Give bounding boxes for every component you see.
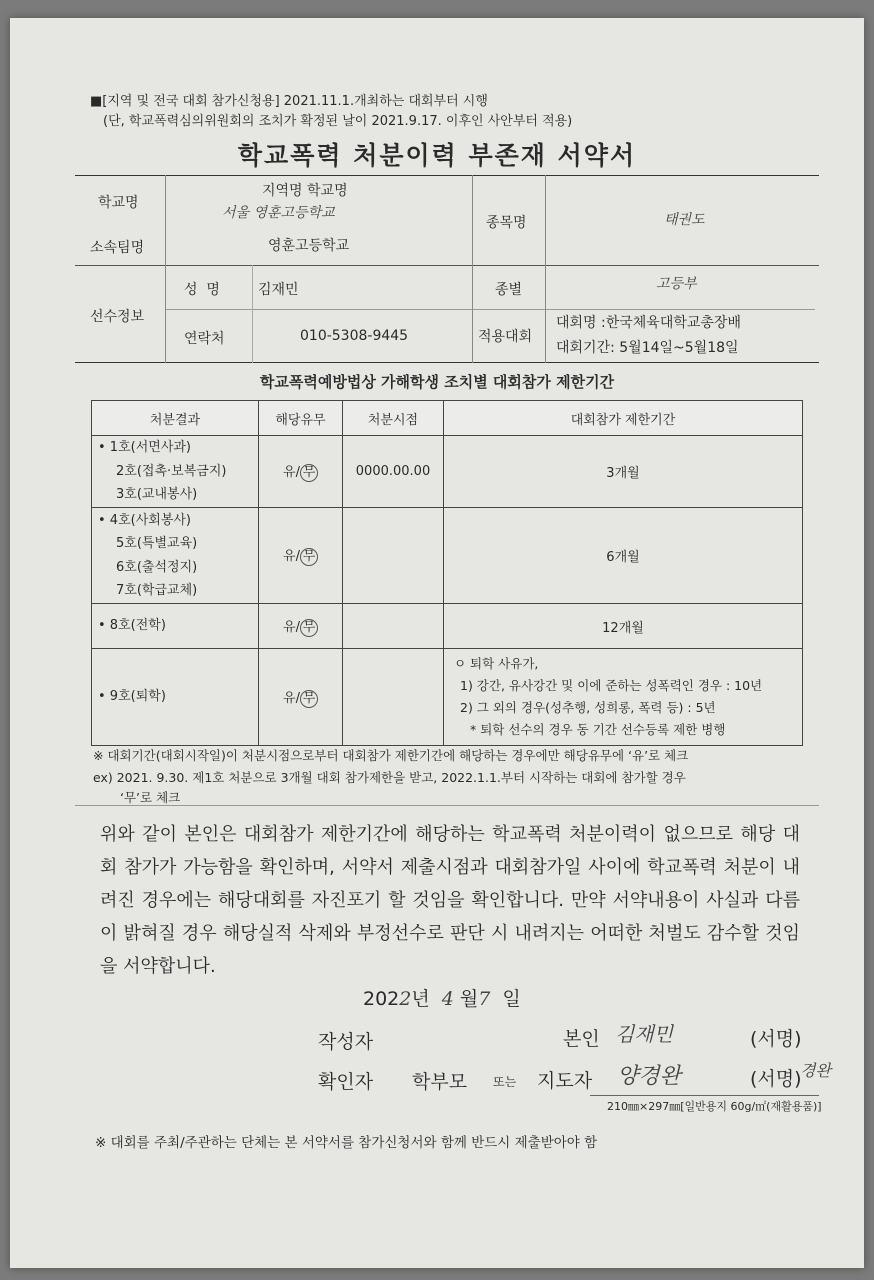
result-item: 5호(특별교육) bbox=[116, 536, 198, 551]
document-title: 학교폭력 처분이력 부존재 서약서 bbox=[237, 141, 637, 170]
limit-cell-expulsion bbox=[444, 649, 803, 746]
result-item: 6호(출석정지) bbox=[116, 559, 198, 575]
date-month-label: 월 bbox=[459, 988, 479, 1010]
table-header-row bbox=[92, 401, 803, 436]
expulsion-line: ㅇ 퇴학 사유가, bbox=[454, 656, 539, 671]
header-applicable: 해당유무 bbox=[259, 401, 343, 436]
self-signature: 김재민 bbox=[615, 1022, 673, 1046]
date-cell bbox=[343, 508, 444, 604]
info-col-divider-3 bbox=[545, 175, 546, 363]
event-label: 종목명 bbox=[486, 215, 527, 231]
expulsion-line: 1) 강간, 유사강간 및 이에 준하는 성폭력인 경우 : 10년 bbox=[460, 678, 763, 693]
result-item: 2호(접촉·보복금지) bbox=[116, 463, 227, 479]
date-day-hand: 7 bbox=[478, 988, 491, 1010]
date-cell bbox=[343, 649, 444, 746]
header-date: 처분시점 bbox=[343, 401, 444, 436]
limit-cell: 12개월 bbox=[444, 604, 803, 649]
table-row bbox=[92, 649, 803, 746]
applicable-yes-no: 유/ bbox=[283, 690, 300, 706]
parent-label: 학부모 bbox=[412, 1071, 468, 1093]
sanction-table bbox=[91, 400, 803, 746]
division-value: 고등부 bbox=[656, 276, 697, 292]
date-cell: 0000.00.00 bbox=[343, 436, 444, 508]
applicable-cell[interactable] bbox=[259, 436, 343, 508]
name-value: 김재민 bbox=[258, 282, 299, 298]
confirm-label: 확인자 bbox=[318, 1071, 374, 1093]
writer-label: 작성자 bbox=[318, 1031, 374, 1053]
table-row bbox=[92, 508, 803, 604]
or-label: 또는 bbox=[493, 1075, 517, 1089]
result-item: • 9호(퇴학) bbox=[98, 689, 166, 705]
info-divider-1 bbox=[75, 265, 819, 266]
competition-label: 적용대회 bbox=[478, 329, 533, 345]
info-divider-2 bbox=[165, 309, 815, 310]
expulsion-line: * 퇴학 선수의 경우 동 기간 선수등록 제한 병행 bbox=[470, 722, 726, 737]
notes-divider bbox=[75, 805, 819, 806]
applicable-cell[interactable] bbox=[259, 649, 343, 746]
result-item: 7호(학급교체) bbox=[116, 583, 198, 598]
note-3: ‘무’로 체크 bbox=[120, 790, 181, 805]
sign-label-2: (서명) bbox=[750, 1068, 802, 1090]
notice-line-1: ■[지역 및 전국 대회 참가신청용] 2021.11.1.개최하는 대회부터 시행 bbox=[90, 94, 488, 109]
date-day-label: 일 bbox=[502, 988, 521, 1010]
team-value: 영훈고등학교 bbox=[268, 238, 350, 254]
applicable-mark: 무 bbox=[300, 464, 318, 482]
section-title: 학교폭력예방법상 가해학생 조치별 대회참가 제한기간 bbox=[259, 373, 615, 391]
date-year-prefix: 202 bbox=[363, 988, 400, 1010]
school-sublabel: 지역명 학교명 bbox=[262, 183, 348, 199]
date-cell bbox=[343, 604, 444, 649]
applicable-mark: 무 bbox=[300, 548, 318, 566]
competition-period: 대회기간: 5월14일~5월18일 bbox=[556, 340, 739, 356]
team-label: 소속팀명 bbox=[90, 240, 145, 256]
note-1: ※ 대회기간(대회시작일)이 처분시점으로부터 대회참가 제한기간에 해당하는 경우에만 해당유무에 ‘유’로 체크 bbox=[93, 748, 689, 763]
result-cell bbox=[92, 604, 259, 649]
applicable-cell[interactable] bbox=[259, 604, 343, 649]
contact-value: 010-5308-9445 bbox=[300, 328, 409, 344]
result-cell bbox=[92, 649, 259, 746]
note-2: ex) 2021. 9.30. 제1호 처분으로 3개월 대회 참가제한을 받고, 2022.1.1.부터 시작하는 대회에 참가할 경우 bbox=[93, 770, 686, 785]
coach-scribble-signature: 경완 bbox=[800, 1061, 831, 1080]
signature-divider bbox=[590, 1095, 819, 1096]
pledge-text: 위와 같이 본인은 대회참가 제한기간에 해당하는 학교폭력 처분이력이 없으므로 해당 대회 참가가 가능함을 확인하며, 서약서 제출시점과 대회참가일 사이에 학교폭력 처분이 내려진 경우에는 해당대회를 자진포기 할 것임을 확인합니다. 만약 서약내용이 사실과 다름이 밝혀질 경우 해당실적 삭제와 부정선수로 판단 시 내려지는 어떠한 처벌도 감수할 것임을 서약합니다. bbox=[100, 824, 800, 977]
applicable-yes-no: 유/ bbox=[283, 619, 300, 635]
limit-cell: 6개월 bbox=[444, 508, 803, 604]
date-month-hand: 4 bbox=[441, 988, 454, 1010]
event-value: 태권도 bbox=[664, 212, 705, 228]
result-item: • 8호(전학) bbox=[98, 618, 166, 634]
sign-label: (서명) bbox=[750, 1028, 802, 1050]
table-row bbox=[92, 604, 803, 649]
info-col-divider-1 bbox=[165, 175, 166, 363]
footer-note: ※ 대회를 주최/주관하는 단체는 본 서약서를 참가신청서와 함께 반드시 제출받아야 함 bbox=[95, 1135, 598, 1151]
limit-cell: 3개월 bbox=[444, 436, 803, 508]
school-label: 학교명 bbox=[98, 195, 139, 211]
notice-line-2: (단, 학교폭력심의위원회의 조치가 확정된 날이 2021.9.17. 이후인 사안부터 적용) bbox=[103, 114, 573, 129]
result-item: • 1호(서면사과) bbox=[98, 440, 192, 456]
applicable-yes-no: 유/ bbox=[283, 549, 300, 564]
applicable-cell[interactable] bbox=[259, 508, 343, 604]
expulsion-line: 2) 그 외의 경우(성추행, 성희롱, 폭력 등) : 5년 bbox=[460, 700, 716, 715]
division-label: 종별 bbox=[495, 282, 523, 298]
name-label: 성 명 bbox=[184, 282, 220, 298]
contact-label: 연락처 bbox=[184, 331, 225, 347]
result-cell bbox=[92, 436, 259, 508]
coach-label: 지도자 bbox=[537, 1070, 593, 1092]
applicable-yes-no: 유/ bbox=[283, 465, 300, 480]
info-col-divider-4 bbox=[252, 265, 253, 363]
self-label: 본인 bbox=[563, 1028, 600, 1050]
date-line bbox=[363, 984, 521, 1011]
header-result: 처분결과 bbox=[92, 401, 259, 436]
date-year-suffix: 년 bbox=[411, 988, 430, 1010]
info-bottom-border bbox=[75, 362, 819, 363]
competition-name: 대회명 :한국체육대학교총장배 bbox=[556, 315, 741, 331]
athlete-info-label: 선수정보 bbox=[90, 309, 145, 325]
applicable-mark: 무 bbox=[300, 690, 318, 708]
result-item: 3호(교내봉사) bbox=[116, 487, 198, 503]
paper-spec: 210㎜×297㎜[일반용지 60g/㎡(재활용품)] bbox=[607, 1100, 822, 1113]
table-row bbox=[92, 436, 803, 508]
info-top-border bbox=[75, 175, 819, 176]
info-col-divider-2 bbox=[472, 175, 473, 363]
header-limit: 대회참가 제한기간 bbox=[444, 401, 803, 436]
date-year-hand: 2 bbox=[399, 988, 412, 1010]
result-item: • 4호(사회봉사) bbox=[98, 512, 192, 528]
coach-signature: 양경완 bbox=[617, 1064, 681, 1089]
applicable-mark: 무 bbox=[300, 619, 318, 637]
school-value: 서울 영훈고등학교 bbox=[222, 205, 335, 221]
result-cell bbox=[92, 508, 259, 604]
